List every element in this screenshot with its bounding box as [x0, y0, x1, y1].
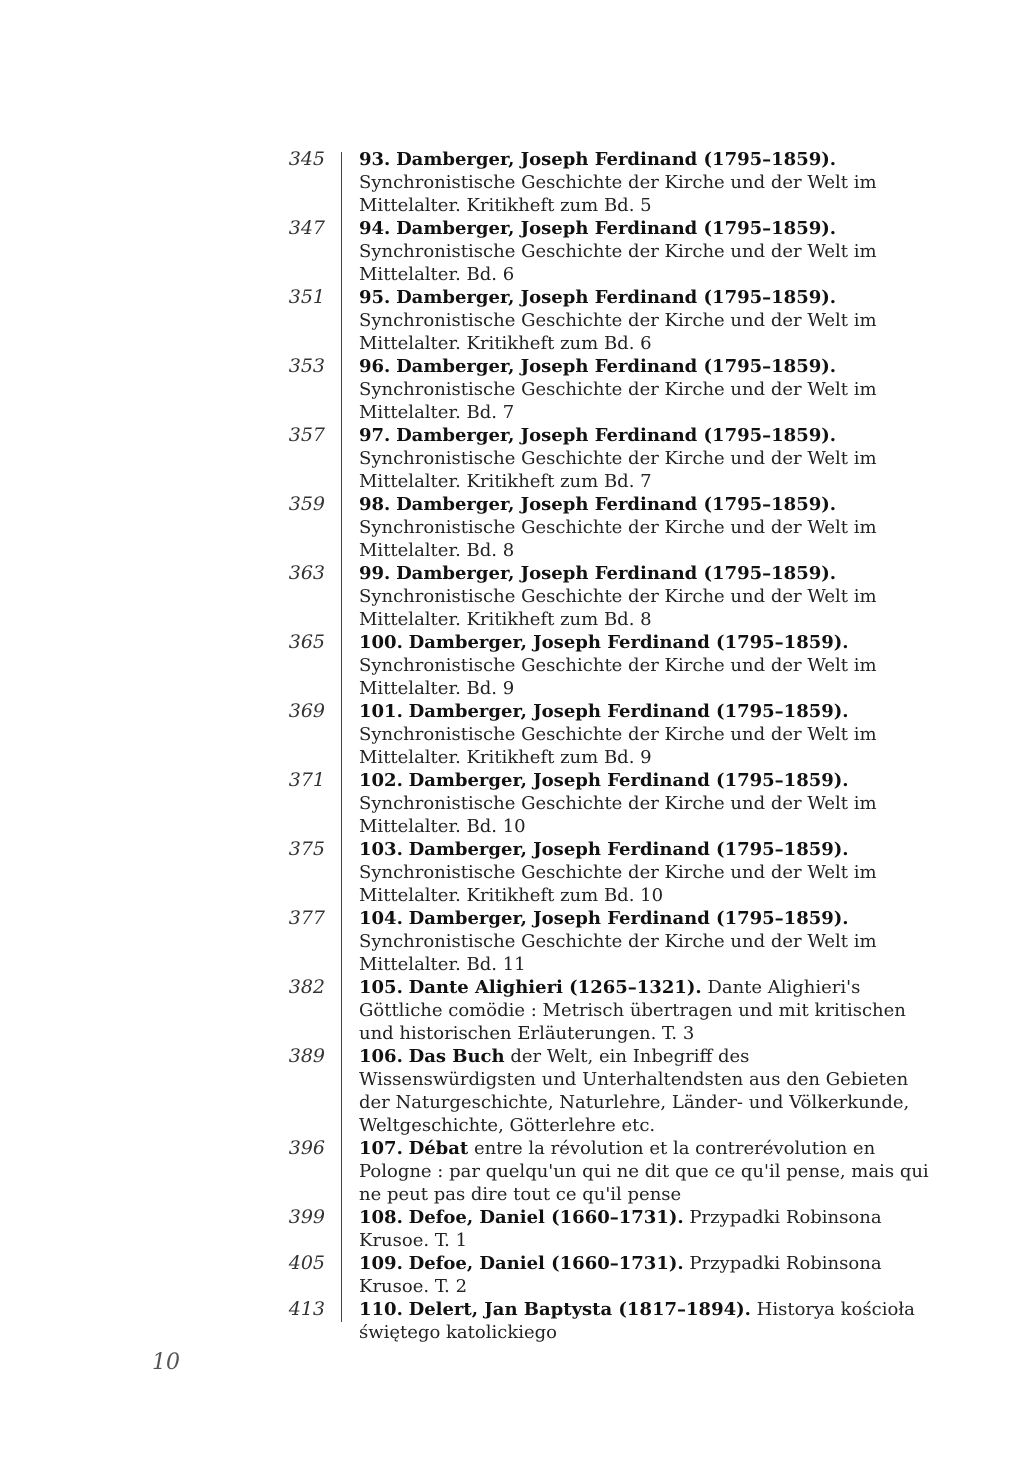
toc-entry [0, 907, 1022, 976]
entry-number: 110. [359, 1299, 403, 1320]
toc-entry-text [359, 424, 929, 493]
toc-entry-text [359, 907, 929, 976]
entry-title: Synchronistische Geschichte der Kirche und der Welt im Mittelalter. Kritikheft zum Bd. 9 [359, 724, 877, 768]
toc-entry-text [359, 769, 929, 838]
toc-entry [0, 424, 1022, 493]
entry-title: Przypadki Robinsona Krusoe. T. 2 [359, 1253, 882, 1297]
entry-heading: Damberger, Joseph Ferdinand (1795–1859). [396, 494, 837, 515]
entry-title: der Welt, ein Inbegriff des Wissenswürdigsten und Unterhaltendsten aus den Gebieten der Naturgeschichte, Naturlehre, Länder- und Völkerkunde, Weltgeschichte, Götterlehre etc. [359, 1046, 910, 1136]
entry-title: Synchronistische Geschichte der Kirche und der Welt im Mittelalter. Bd. 8 [359, 517, 877, 561]
toc-entry [0, 631, 1022, 700]
toc-entry [0, 838, 1022, 907]
entry-number: 109. [359, 1253, 403, 1274]
entry-heading: Das Buch [408, 1046, 505, 1067]
toc-entry-text [359, 631, 929, 700]
entry-number: 94. [359, 218, 391, 239]
toc-page-number: 377 [288, 907, 325, 929]
entry-heading: Dante Alighieri (1265–1321). [408, 977, 702, 998]
toc-entry [0, 355, 1022, 424]
toc-page-number: 399 [288, 1206, 325, 1228]
entry-number: 93. [359, 149, 391, 170]
entry-heading: Damberger, Joseph Ferdinand (1795–1859). [408, 839, 849, 860]
entry-title: Dante Alighieri's Göttliche comödie : Metrisch übertragen und mit kritischen und historischen Erläuterungen. T. 3 [359, 977, 906, 1044]
entry-heading: Damberger, Joseph Ferdinand (1795–1859). [396, 425, 837, 446]
entry-heading: Damberger, Joseph Ferdinand (1795–1859). [396, 356, 837, 377]
toc-page-number: 347 [288, 217, 325, 239]
toc-entry-text [359, 700, 929, 769]
entry-number: 104. [359, 908, 403, 929]
toc-entry [0, 217, 1022, 286]
toc-entry-text [359, 1137, 929, 1206]
toc-entry [0, 562, 1022, 631]
toc-entry [0, 1298, 1022, 1344]
toc-entry [0, 1206, 1022, 1252]
entry-title: Historya kościoła świętego katolickiego [359, 1299, 915, 1343]
toc-entry [0, 493, 1022, 562]
entry-title: Synchronistische Geschichte der Kirche und der Welt im Mittelalter. Bd. 6 [359, 241, 877, 285]
toc-entry-text [359, 838, 929, 907]
toc-page-number: 357 [288, 424, 325, 446]
entry-heading: Damberger, Joseph Ferdinand (1795–1859). [396, 287, 837, 308]
toc-page-number: 371 [288, 769, 325, 791]
toc-entry [0, 1252, 1022, 1298]
entry-heading: Damberger, Joseph Ferdinand (1795–1859). [396, 563, 837, 584]
entry-heading: Delert, Jan Baptysta (1817–1894). [408, 1299, 751, 1320]
entry-number: 98. [359, 494, 391, 515]
toc-page-number: 353 [288, 355, 325, 377]
toc-entry [0, 976, 1022, 1045]
entry-title: Synchronistische Geschichte der Kirche und der Welt im Mittelalter. Bd. 11 [359, 931, 877, 975]
toc-entry-text [359, 976, 929, 1045]
entry-number: 108. [359, 1207, 403, 1228]
entry-heading: Damberger, Joseph Ferdinand (1795–1859). [396, 149, 837, 170]
toc-entry-text [359, 493, 929, 562]
toc-page-number: 365 [288, 631, 325, 653]
entry-number: 102. [359, 770, 403, 791]
toc-entry [0, 769, 1022, 838]
page-folio: 10 [152, 1350, 180, 1375]
entry-number: 107. [359, 1138, 403, 1159]
entry-number: 100. [359, 632, 403, 653]
toc-entry [0, 1045, 1022, 1137]
toc-entry-text [359, 355, 929, 424]
toc-page-number: 413 [288, 1298, 325, 1320]
toc-entry-text [359, 148, 929, 217]
entry-heading: Débat [408, 1138, 469, 1159]
toc-page-number: 396 [288, 1137, 325, 1159]
entry-heading: Damberger, Joseph Ferdinand (1795–1859). [408, 770, 849, 791]
toc-entry-text [359, 286, 929, 355]
entry-title: Synchronistische Geschichte der Kirche und der Welt im Mittelalter. Bd. 10 [359, 793, 877, 837]
entry-title: Synchronistische Geschichte der Kirche und der Welt im Mittelalter. Kritikheft zum Bd. 8 [359, 586, 877, 630]
entry-number: 95. [359, 287, 391, 308]
entry-heading: Damberger, Joseph Ferdinand (1795–1859). [408, 701, 849, 722]
table-of-contents [0, 148, 1022, 1344]
toc-page-number: 363 [288, 562, 325, 584]
toc-entry-text [359, 1298, 929, 1344]
toc-page-number: 359 [288, 493, 325, 515]
toc-entry [0, 700, 1022, 769]
toc-page-number: 345 [288, 148, 325, 170]
toc-page-number: 405 [288, 1252, 325, 1274]
entry-heading: Damberger, Joseph Ferdinand (1795–1859). [408, 632, 849, 653]
entry-heading: Defoe, Daniel (1660–1731). [408, 1253, 684, 1274]
entry-number: 106. [359, 1046, 403, 1067]
entry-title: Przypadki Robinsona Krusoe. T. 1 [359, 1207, 882, 1251]
entry-number: 103. [359, 839, 403, 860]
toc-page-number: 389 [288, 1045, 325, 1067]
toc-entry-text [359, 217, 929, 286]
toc-entry [0, 148, 1022, 217]
entry-number: 105. [359, 977, 403, 998]
toc-page-number: 375 [288, 838, 325, 860]
entry-title: Synchronistische Geschichte der Kirche und der Welt im Mittelalter. Kritikheft zum Bd. 10 [359, 862, 877, 906]
entry-title: Synchronistische Geschichte der Kirche und der Welt im Mittelalter. Kritikheft zum Bd. 7 [359, 448, 877, 492]
toc-entry [0, 1137, 1022, 1206]
entry-title: Synchronistische Geschichte der Kirche und der Welt im Mittelalter. Kritikheft zum Bd. 6 [359, 310, 877, 354]
entry-heading: Damberger, Joseph Ferdinand (1795–1859). [408, 908, 849, 929]
entry-heading: Defoe, Daniel (1660–1731). [408, 1207, 684, 1228]
entry-number: 96. [359, 356, 391, 377]
entry-title: Synchronistische Geschichte der Kirche und der Welt im Mittelalter. Kritikheft zum Bd. 5 [359, 172, 877, 216]
entry-number: 97. [359, 425, 391, 446]
toc-entry-text [359, 1045, 929, 1137]
entry-title: entre la révolution et la contrerévolution en Pologne : par quelqu'un qui ne dit que ce qu'il pense, mais qui ne peut pas dire tout ce qu'il pense [359, 1138, 929, 1205]
entry-title: Synchronistische Geschichte der Kirche und der Welt im Mittelalter. Bd. 9 [359, 655, 877, 699]
toc-entry-text [359, 1252, 929, 1298]
toc-entry-text [359, 1206, 929, 1252]
entry-number: 101. [359, 701, 403, 722]
toc-page-number: 369 [288, 700, 325, 722]
entry-heading: Damberger, Joseph Ferdinand (1795–1859). [396, 218, 837, 239]
toc-entry [0, 286, 1022, 355]
toc-page-number: 351 [288, 286, 325, 308]
entry-number: 99. [359, 563, 391, 584]
toc-entry-text [359, 562, 929, 631]
toc-page-number: 382 [288, 976, 325, 998]
entry-title: Synchronistische Geschichte der Kirche und der Welt im Mittelalter. Bd. 7 [359, 379, 877, 423]
